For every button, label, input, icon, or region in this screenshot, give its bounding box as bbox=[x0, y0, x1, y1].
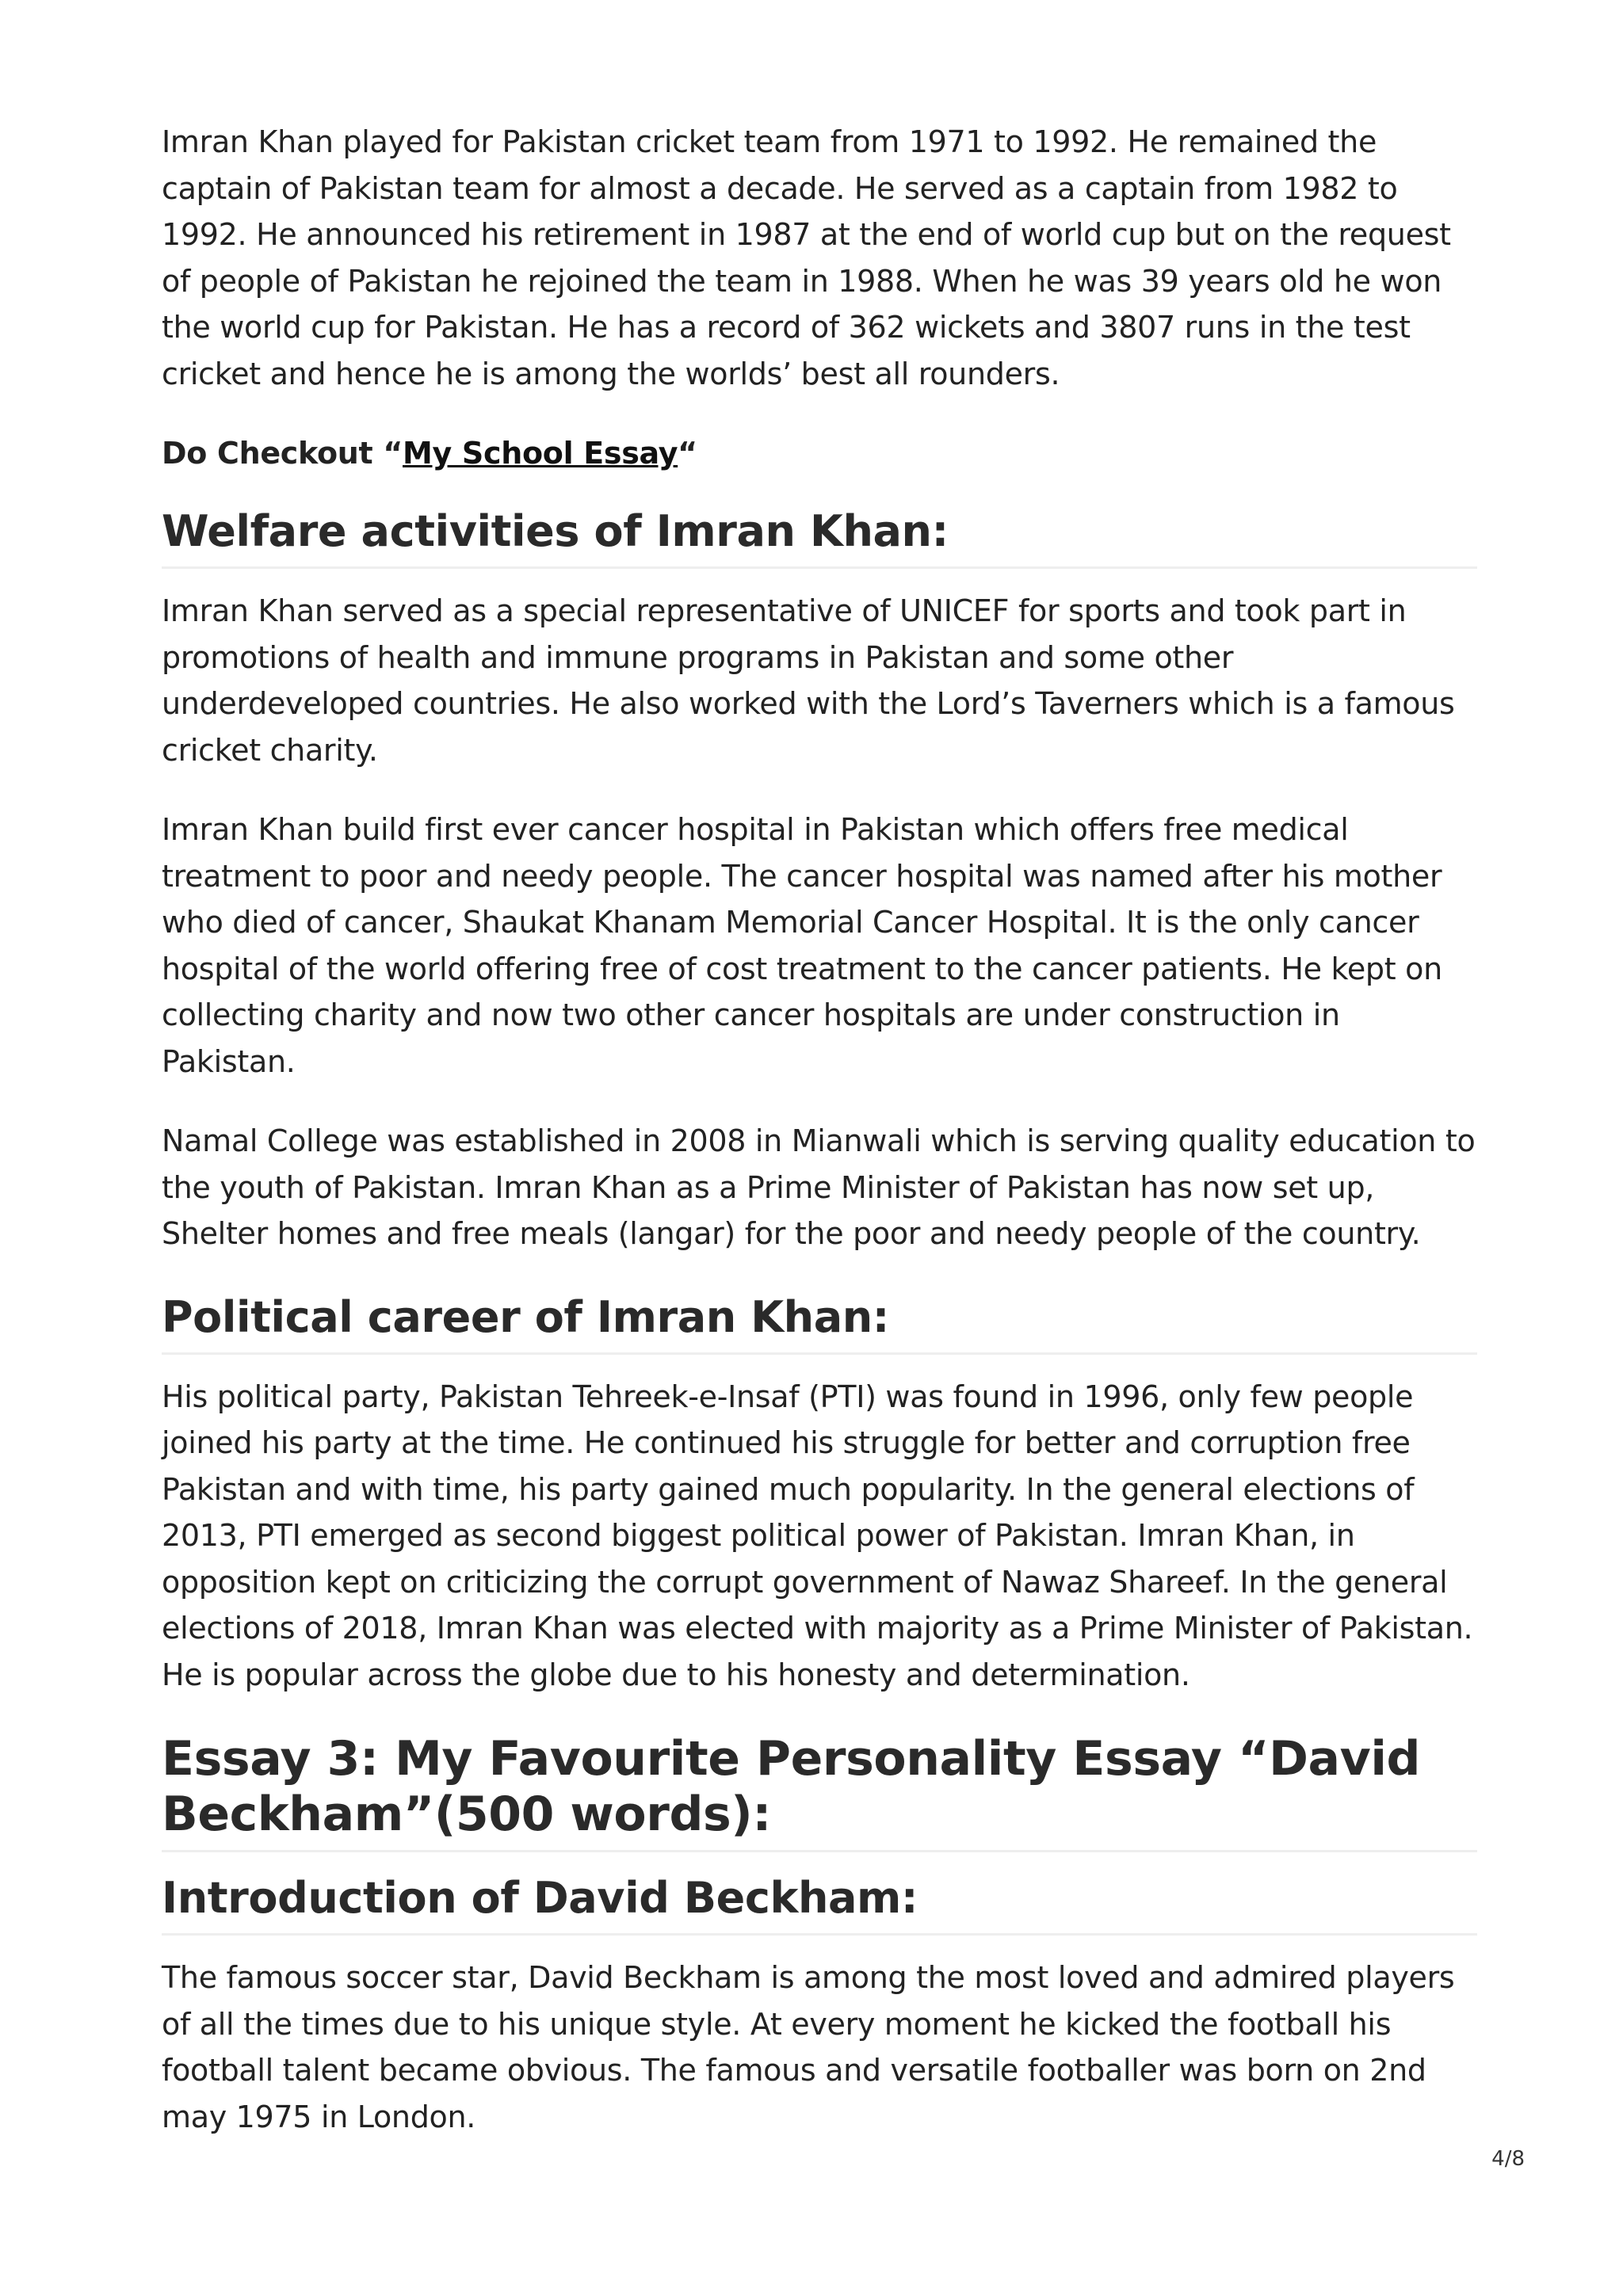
checkout-suffix: “ bbox=[678, 436, 697, 471]
paragraph-welfare-unicef: Imran Khan served as a special representative of UNICEF for sports and took part in promotions of health and immune programs in Pakistan and some other underdeveloped countries. He also worked with the Lord’s Taverners which is a famous cricket charity. bbox=[162, 593, 1455, 768]
heading-introduction-beckham: Introduction of David Beckham: bbox=[162, 1871, 1477, 1936]
heading-essay-3: Essay 3: My Favourite Personality Essay “David Beckham”(500 words): bbox=[162, 1731, 1477, 1852]
heading-welfare-activities: Welfare activities of Imran Khan: bbox=[162, 505, 1477, 569]
page-number: 4/8 bbox=[1491, 2147, 1525, 2171]
paragraph-political-career: His political party, Pakistan Tehreek-e-Insaf (PTI) was found in 1996, only few people joined his party at the time. He continued his struggle for better and corruption free Pakistan and with time, his party gained much popularity. In the general elections of 2013, PTI emerged as second biggest political power of Pakistan. Imran Khan, in opposition kept on criticizing the corrupt government of Nawaz Shareef. In the general elections of 2018, Imran Khan was elected with majority as a Prime Minister of Pakistan. He is popular across the globe due to his honesty and determination. bbox=[162, 1379, 1473, 1692]
paragraph-welfare-namal-college: Namal College was established in 2008 in Mianwali which is serving quality education to the youth of Pakistan. Imran Khan as a Prime Minister of Pakistan has now set up, Shelter homes and free meals (langar) for the poor and needy people of the country. bbox=[162, 1123, 1476, 1251]
checkout-prefix: Do Checkout “ bbox=[162, 436, 403, 471]
document-body bbox=[162, 119, 1477, 2173]
paragraph-welfare-cancer-hospital: Imran Khan build first ever cancer hospital in Pakistan which offers free medical treatment to poor and needy people. The cancer hospital was named after his mother who died of cancer, Shaukat Khanam Memorial Cancer Hospital. It is the only cancer hospital of the world offering free of cost treatment to the cancer patients. He kept on collecting charity and now two other cancer hospitals are under construction in Pakistan. bbox=[162, 812, 1442, 1079]
paragraph-beckham-introduction: The famous soccer star, David Beckham is among the most loved and admired players of all the times due to his unique style. At every moment he kicked the football his football talent became obvious. The famous and versatile footballer was born on 2nd may 1975 in London. bbox=[162, 1960, 1455, 2134]
my-school-essay-link[interactable]: My School Essay bbox=[403, 436, 678, 471]
checkout-line bbox=[162, 430, 1477, 476]
heading-political-career: Political career of Imran Khan: bbox=[162, 1291, 1477, 1355]
paragraph-cricket-career: Imran Khan played for Pakistan cricket team from 1971 to 1992. He remained the captain of Pakistan team for almost a decade. He served as a captain from 1982 to 1992. He announced his retirement in 1987 at the end of world cup but on the request of people of Pakistan he rejoined the team in 1988. When he was 39 years old he won the world cup for Pakistan. He has a record of 362 wickets and 3807 runs in the test cricket and hence he is among the worlds’ best all rounders. bbox=[162, 124, 1451, 391]
